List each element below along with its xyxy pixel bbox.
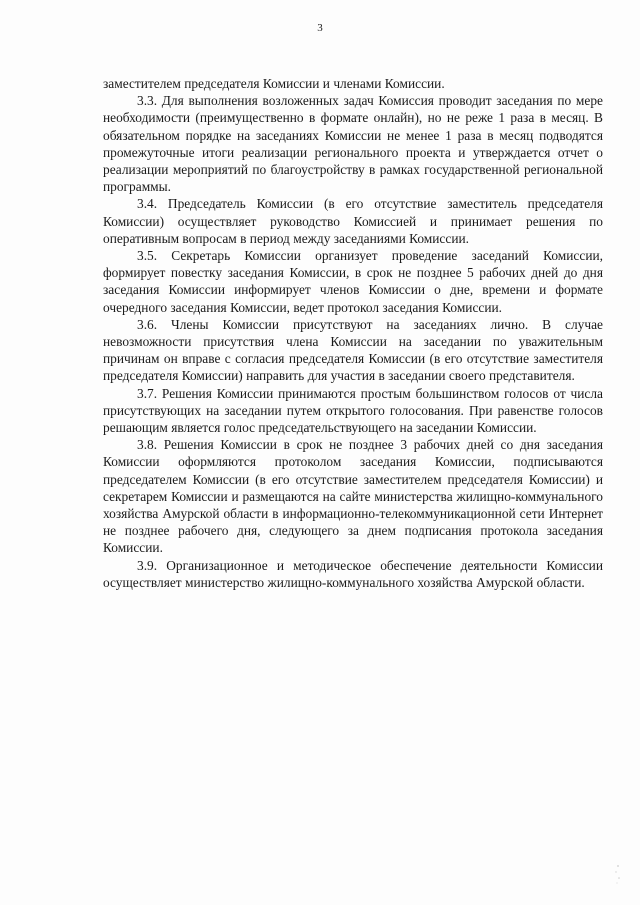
paragraph-3-8: 3.8. Решения Комиссии в срок не позднее 3 рабочих дней со дня заседания Комиссии оформляются протоколом заседания Комиссии, подписываются председателем Комиссии (в его отсутствие заместителем председателя Комиссии) и секретарем Комиссии и размещаются на сайте министерства жилищно-коммунального хозяйства Амурской области в информационно-телекоммуникационной сети Интернет не позднее рабочего дня, следующего за днем подписания протокола заседания Комиссии.: [103, 437, 603, 556]
paragraph-3-5: 3.5. Секретарь Комиссии организует проведение заседаний Комиссии, формирует повестку заседания Комиссии, в срок не позднее 5 рабочих дней до дня заседания Комиссии информирует членов Комиссии о дне, времени и формате очередного заседания Комиссии, ведет протокол заседания Комиссии.: [103, 248, 603, 315]
paragraph-continuation: заместителем председателя Комиссии и членами Комиссии.: [103, 76, 445, 91]
paragraph-3-4: 3.4. Председатель Комиссии (в его отсутствие заместитель председателя Комиссии) осуществляет руководство Комиссией и принимает решения по оперативным вопросам в период между заседаниями Комиссии.: [103, 196, 603, 246]
paragraph-3-6: 3.6. Члены Комиссии присутствуют на заседаниях лично. В случае невозможности присутствия члена Комиссии на заседании по уважительным причинам он вправе с согласия председателя Комиссии (в его отсутствие заместителя председателя Комиссии) направить для участия в заседании своего представителя.: [103, 316, 603, 384]
paragraph-3-9: 3.9. Организационное и методическое обеспечение деятельности Комиссии осуществляет министерство жилищно-коммунального хозяйства Амурской области.: [103, 557, 603, 590]
document-body: [103, 75, 603, 591]
scan-artifact-mark: [612, 863, 624, 885]
paragraph-3-7: 3.7. Решения Комиссии принимаются простым большинством голосов от числа присутствующих на заседании путем открытого голосования. При равенстве голосов решающим является голос председательствующего на заседании Комиссии.: [103, 385, 603, 436]
page-number: 3: [317, 22, 323, 34]
paragraph-3-3: 3.3. Для выполнения возложенных задач Комиссия проводит заседания по мере необходимости (преимущественно в формате онлайн), но не реже 1 раза в месяц. В обязательном порядке на заседаниях Комиссии не менее 1 раза в месяц подводятся промежуточные итоги реализации регионального проекта и утверждается отчет о реализации мероприятий по благоустройству в рамках государственной региональной программы.: [103, 93, 603, 195]
